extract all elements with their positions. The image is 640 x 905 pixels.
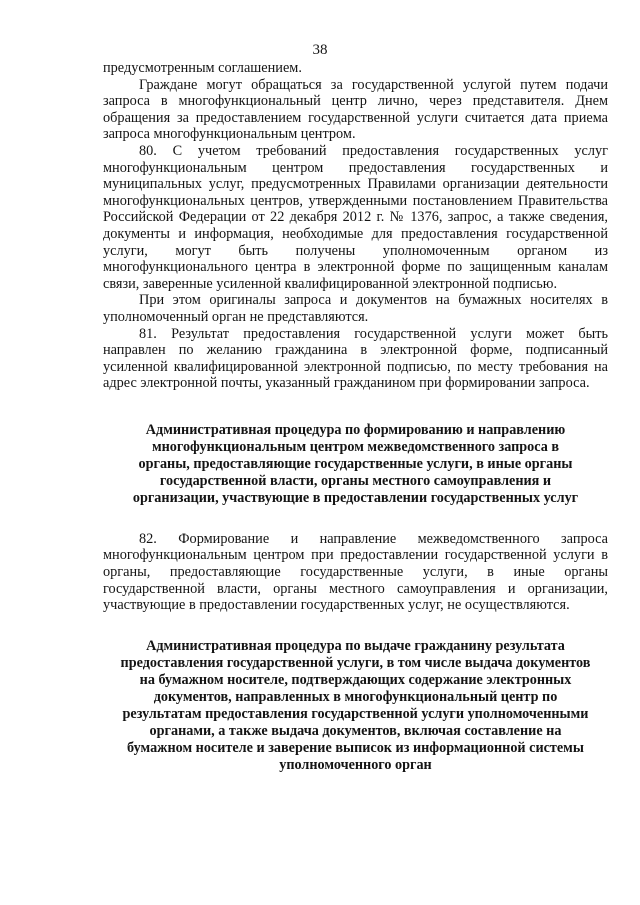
section-heading-result-issuance: Административная процедура по выдаче гражданину результата предоставления государственной услуги, в том числе выдача документов на бумажном носителе, подтверждающих содержание электронных документов, направленных в многофункциональный центр по результатам предоставления государственной услуги уполномоченными органами, а также выдача документов, включая составление на бумажном носителе и заверение выписок из информационной системы уполномоченного орган bbox=[120, 637, 591, 773]
page-content bbox=[103, 60, 608, 774]
section-heading-interagency-request: Административная процедура по формированию и направлению многофункциональным центром межведомственного запроса в органы, предоставляющие государственные услуги, в иные органы государственной власти, органы местного самоуправления и организации, участвующие в предоставлении государственных услуг bbox=[132, 421, 579, 506]
paragraph-originals: При этом оригиналы запроса и документов на бумажных носителях в уполномоченный орган не представляются. bbox=[103, 292, 608, 325]
paragraph-continuation: предусмотренным соглашением. bbox=[103, 60, 302, 76]
paragraph-81: 81. Результат предоставления государственной услуги может быть направлен по желанию гражданина в электронной форме, подписанный усиленной квалифицированной электронной подписью, по месту требования на адрес электронной почты, указанный гражданином при формировании запроса. bbox=[103, 325, 608, 392]
paragraph-82: 82. Формирование и направление межведомственного запроса многофункциональным центром при предоставлении государственной услуги в органы, предоставляющие государственные услуги, в иные органы государственной власти, органы местного самоуправления и организации, участвующие в предоставлении государственных услуг, не осуществляются. bbox=[103, 530, 608, 614]
paragraph-application-submission: Граждане могут обращаться за государственной услугой путем подачи запроса в многофункциональный центр лично, через представителя. Днем обращения за предоставлением государственной услуги считается дата приема запроса многофункциональным центром. bbox=[103, 76, 608, 143]
page-number: 38 bbox=[312, 42, 328, 58]
paragraph-80: 80. С учетом требований предоставления государственных услуг многофункциональным центром предоставления государственных и муниципальных услуг, предусмотренных Правилами организации деятельности многофункциональных центров, утвержденными постановлением Правительства Российской Федерации от 22 декабря 2012 г. № 1376, запрос, а также сведения, документы и информация, необходимые для предоставления государственной услуги, могут быть получены уполномоченным органом из многофункционального центра в электронной форме по защищенным каналам связи, заверенные усиленной квалифицированной электронной подписью. bbox=[103, 142, 608, 292]
